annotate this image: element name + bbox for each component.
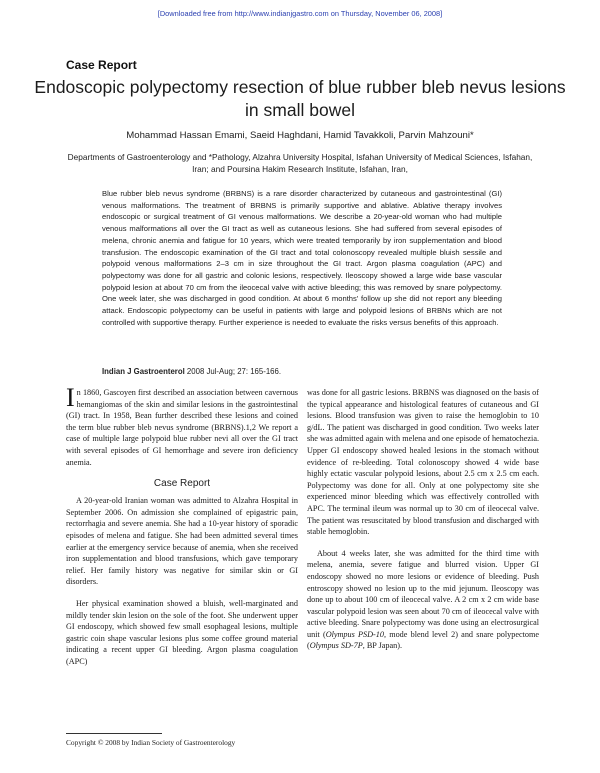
device-name-1: Olympus PSD-10 [325, 629, 384, 639]
citation-journal: Indian J Gastroenterol [102, 367, 185, 376]
citation-details: 2008 Jul-Aug; 27: 165-166. [184, 367, 281, 376]
footer-divider [66, 733, 162, 734]
download-note: [Downloaded free from http://www.indianjgastro.com on Thursday, November 06, 2008] [157, 9, 443, 18]
affiliation: Departments of Gastroenterology and *Pathology, Alzahra University Hospital, Isfahan University of Medical Sciences, Isfahan, Iran; and Poursina Hakim Research Institute, Isfahan, Iran, [67, 152, 533, 174]
right-paragraph-2-text-c: , BP Japan). [362, 641, 402, 651]
case-paragraph-2: Her physical examination showed a bluish, well-marginated and mildly tender skin lesion on the sole of the foot. She underwent upper GI endoscopy, which showed few small esophageal lesions, multiple gastric coin shape vascular lesions plus some coffee ground material indicating a recent upper GI bleeding. Argon plasma coagulation (APC) [66, 598, 298, 666]
section-heading: Case Report [153, 478, 211, 490]
case-paragraph-1: A 20-year-old Iranian woman was admitted to Alzahra Hospital in September 2006. On admission she complained of epigastric pain, rectorrhagia and severe anemia. She had a 10-year history of sporadic episodes of melena and fatigue. She had been admitted several times earlier at the emergency service because of anemia, when she received iron supplementation and blood transfusions, which gave temporary relief. Her family history was negative for similar skin or GI disorders. [66, 496, 298, 587]
article-type-label: Case Report [66, 58, 137, 72]
drop-cap: I [66, 383, 75, 412]
intro-paragraph [66, 383, 298, 468]
right-column [307, 387, 539, 652]
intro-text: n 1860, Gascoyen first described an association between cavernous hemangiomas of the skin and similar lesions in the gastrointestinal (GI) tract. In 1958, Bean further described these lesions and coined the term blue rubber bleb nevus syndrome (BRBNS).1,2 We report a case of multiple large polypoid blue rubber nevi all over the GI tract with several episodes of GI hemorrhage and severe iron deficiency anemia. [66, 388, 298, 467]
left-column [66, 383, 298, 667]
citation [102, 367, 502, 376]
right-paragraph-2-text-a: About 4 weeks later, she was admitted for the third time with melena, anemia, severe fatigue and blurred vision. Upper GI endoscopy showed no more lesions or evidence of bleeding. Push entroscopy showed no lesion up to the mid jejunum. Ileoscopy was done up to about 100 cm of ileocecal valve. A 2 cm x 2 cm wide base vascular polypoid lesion was seen about 70 cm of ileocecal valve with active bleeding. Snare polypectomy was done using an electrosurgical unit ( [307, 548, 539, 639]
right-paragraph-1: was done for all gastric lesions. BRBNS was diagnosed on the basis of the typical appearance and histological features of cutaneous and GI lesions. Blood transfusion was given to raise the hemoglobin to 10 g/dL. The patient was discharged in good condition. Two weeks later she was admitted again with melena and one episode of hematochezia. Upper GI endoscopy showed healed lesions in the stomach without evidence of re-bleeding. Total colonoscopy showed 4 wide base highly ectatic vascular polypoid lesions, about 2.5 cm x 2.5 cm each. Polypectomy was done for all. Only at one polypectomy site she experienced minor bleeding which was effectively controlled with APC. The terminal ileum was normal up to 30 cm of ileocecal valve. The patient was resuscitated by blood transfusion and discharged with stable hemoglobin. [307, 388, 539, 537]
abstract: Blue rubber bleb nevus syndrome (BRBNS) is a rare disorder characterized by cutaneous and gastrointestinal (GI) venous malformations. The treatment of BRBNS is primarily supportive and ablative. Ablative therapy involves endoscopic or surgical treatment of GI venous malformations. We describe a 20-year-old woman who had multiple venous malformations all over the GI tract as well as cutaneous lesions. She had suffered from several episodes of melena, chronic anemia and fatigue for 10 years, which were treated temporarily by iron supplementation and blood transfusion. The endoscopic examination of the GI tract and total colonoscopy revealed multiple bluish sessile and polypoid venous malformations 2–3 cm in size throughout the GI tract. Argon plasma coagulation (APC) and polypectomy was done for all gastric and colonic lesions, respectively. Ileoscopy showed a large wide base vascular polypoid lesion at about 70 cm from the ileocecal valve with active bleeding; this was removed by snare polypectomy. One week later, she was discharged in good condition. At about 6 months' follow up she did not report any bleeding attack. Endoscopic polypectomy can be useful in patients with large and polypoid lesions of BRBNs which are not controlled with supportive therapy. Further experience is needed to evaluate the risks versus benefits of this approach. [102, 189, 502, 327]
author-list: Mohammad Hassan Emami, Saeid Haghdani, Hamid Tavakkoli, Parvin Mahzouni* [126, 130, 474, 141]
copyright-note: Copyright © 2008 by Indian Society of Gastroenterology [66, 738, 236, 747]
right-paragraph-2-text-b: , mode blend level 2) and snare polypectome ( [307, 629, 539, 651]
article-title: Endoscopic polypectomy resection of blue rubber bleb nevus lesions in small bowel [34, 77, 566, 120]
right-paragraph-2 [307, 548, 539, 652]
device-name-2: Olympus SD-7P [309, 641, 363, 651]
